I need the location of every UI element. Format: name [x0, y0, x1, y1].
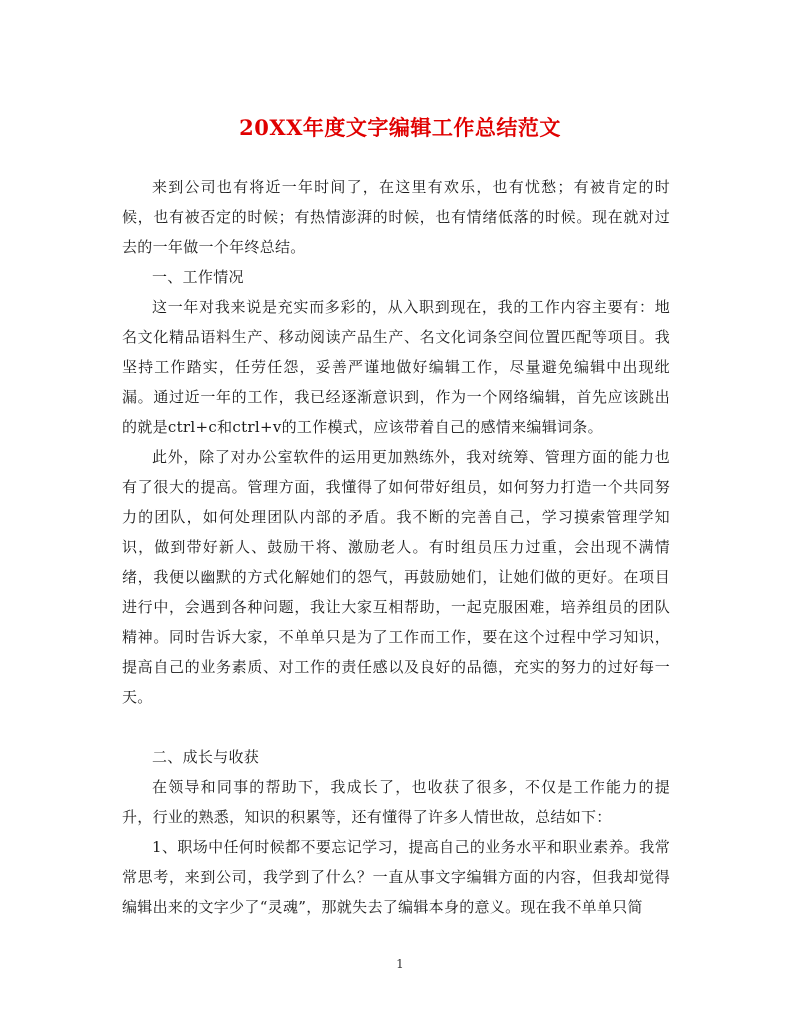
page-number: 1: [396, 957, 404, 971]
paragraph-management: 此外，除了对办公室软件的运用更加熟练外，我对统筹、管理方面的能力也有了很大的提高。管理方面，我懂得了如何带好组员，如何努力打造一个共同努力的团队，如何处理团队内部的矛盾。我不断的完善自己，学习摸索管理学知识，做到带好新人、鼓励干将、激励老人。有时组员压力过重，会出现不满情绪，我便以幽默的方式化解她们的怨气，再鼓励她们，让她们做的更好。在项目进行中，会遇到各种问题，我让大家互相帮助，一起克服困难，培养组员的团队精神。同时告诉大家，不单单只是为了工作而工作，要在这个过程中学习知识，提高自己的业务素质、对工作的责任感以及良好的品德，充实的努力的过好每一天。: [122, 448, 670, 706]
document-title: 20XX年度文字编辑工作总结范文: [239, 115, 561, 140]
paragraph-work-content: 这一年对我来说是充实而多彩的，从入职到现在，我的工作内容主要有：地名文化精品语料生产、移动阅读产品生产、名文化词条空间位置匹配等项目。我坚持工作踏实，任劳任怨，妥善严谨地做好编辑工作，尽量避免编辑中出现纰漏。通过近一年的工作，我已经逐渐意识到，作为一个网络编辑，首先应该跳出的就是ctrl+c和ctrl+v的工作模式，应该带着自己的感情来编辑词条。: [122, 298, 670, 436]
section-heading-growth: 二、成长与收获: [152, 748, 260, 766]
paragraph-growth-point-1: 1、职场中任何时候都不要忘记学习，提高自己的业务水平和职业素养。我常常思考，来到公司，我学到了什么？一直从事文字编辑方面的内容，但我却觉得编辑出来的文字少了“灵魂”，那就失去了编辑本身的意义。现在我不单单只简: [122, 838, 670, 916]
paragraph-intro: 来到公司也有将近一年时间了，在这里有欢乐，也有忧愁；有被肯定的时候，也有被否定的时候；有热情澎湃的时候，也有情绪低落的时候。现在就对过去的一年做一个年终总结。: [122, 178, 670, 256]
document-body: [122, 172, 670, 922]
section-spacer: [122, 712, 670, 742]
paragraph-growth-intro: 在领导和同事的帮助下，我成长了，也收获了很多，不仅是工作能力的提升，行业的熟悉，知识的积累等，还有懂得了许多人情世故，总结如下：: [122, 778, 670, 826]
section-heading-work: 一、工作情况: [152, 268, 244, 286]
